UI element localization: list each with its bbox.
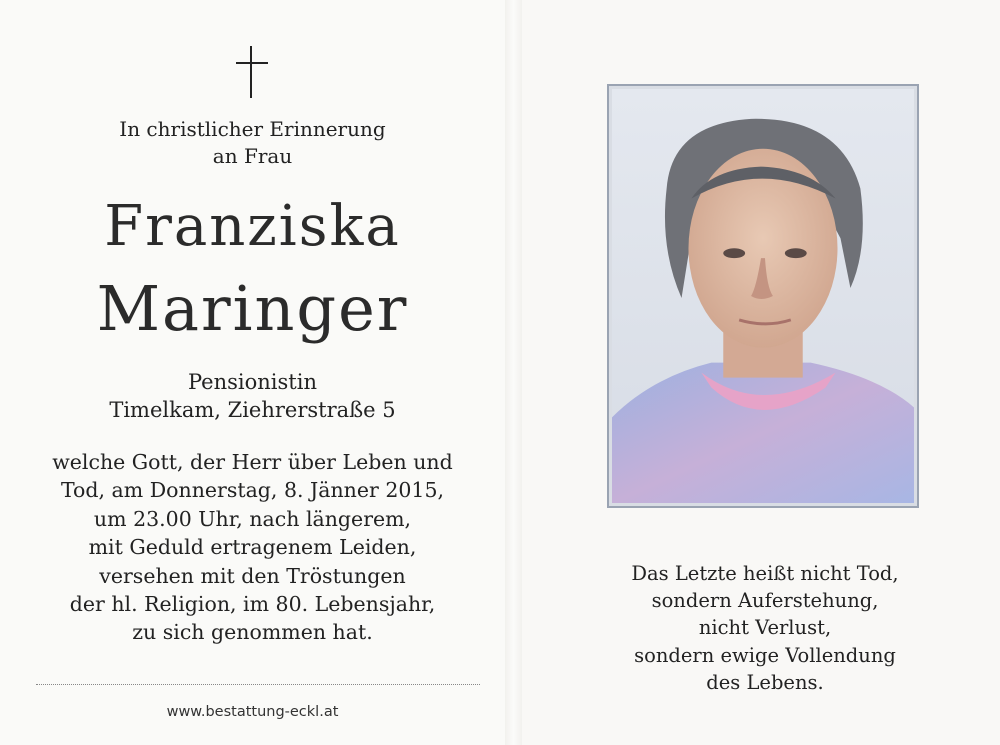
obituary-line: mit Geduld ertragenem Leiden, [88, 535, 417, 560]
occupation: Pensionistin [188, 370, 317, 394]
cross-icon [236, 46, 268, 98]
website-link[interactable]: www.bestattung-eckl.at [166, 704, 339, 720]
quote-line: sondern ewige Vollendung [634, 643, 896, 667]
divider [36, 684, 480, 685]
quote-line: des Lebens. [706, 670, 824, 694]
obituary-line: um 23.00 Uhr, nach längerem, [93, 506, 412, 531]
first-name: Franziska [104, 194, 401, 259]
obituary-line: versehen mit den Tröstungen [99, 563, 406, 588]
intro-line: an Frau [212, 144, 293, 168]
memorial-quote [590, 560, 940, 696]
quote-line: sondern Auferstehung, [651, 589, 879, 613]
obituary-text [0, 448, 505, 647]
portrait-photo [607, 84, 919, 508]
obituary-line: zu sich genommen hat. [132, 620, 373, 645]
occupation-block [0, 368, 505, 424]
obituary-line: der hl. Religion, im 80. Lebensjahr, [69, 592, 436, 617]
intro-line: In christlicher Erinnerung [119, 117, 386, 141]
quote-line: Das Letzte heißt nicht Tod, [631, 562, 899, 585]
address: Timelkam, Ziehrerstraße 5 [109, 398, 396, 422]
portrait-image [612, 89, 914, 503]
last-name: Maringer [96, 272, 409, 345]
quote-line: nicht Verlust, [698, 616, 832, 640]
card-fold [505, 0, 522, 745]
obituary-line: welche Gott, der Herr über Leben und [52, 450, 453, 474]
obituary-line: Tod, am Donnerstag, 8. Jänner 2015, [60, 478, 445, 503]
intro-text [0, 116, 505, 170]
